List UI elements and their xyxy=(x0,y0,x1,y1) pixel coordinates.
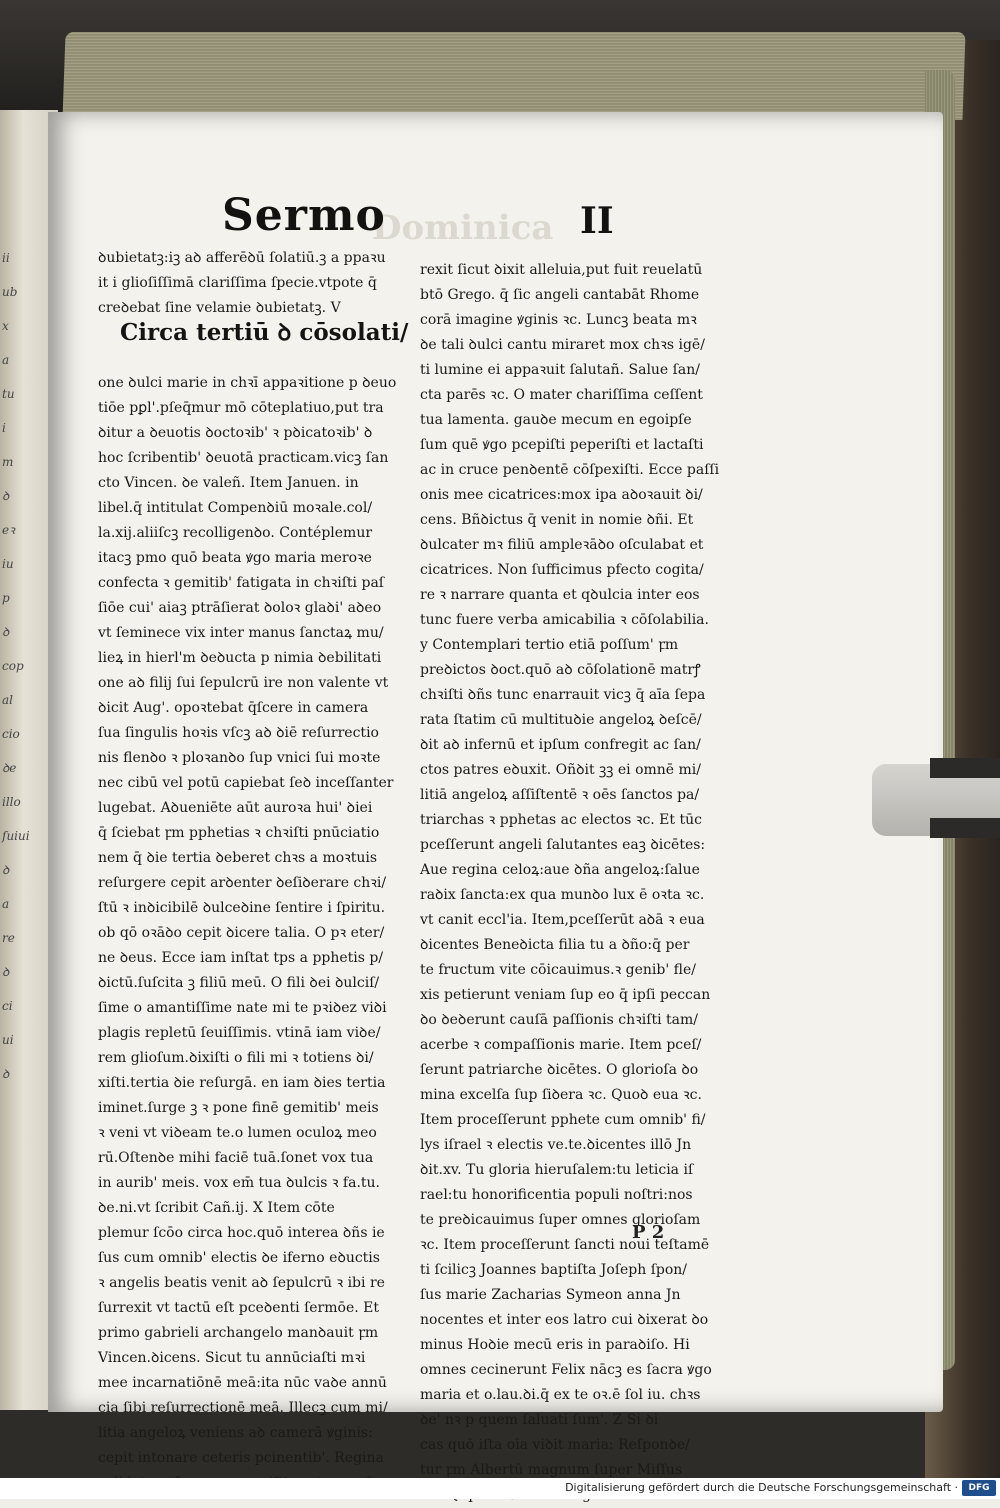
right-column-line: tua lamenta. gauꝺe mecum en egoipſe xyxy=(420,412,692,428)
left-page-fragment: cop xyxy=(2,659,24,673)
right-column-line: litiā angeloꝝ aſſiſtentē ꝛ oēs ſanctos pa/ xyxy=(420,787,700,803)
left-column-line: plemur ſcōo circa hoc.quō interea ꝺñs ie xyxy=(98,1225,385,1241)
right-column-line: maria et o.lau.ꝺi.q̄ ex te oꝛ.ē ſol iu. chꝛs xyxy=(420,1387,701,1403)
left-column-line: cto Vincen. ꝺe valeñ. Item Januen. in xyxy=(98,475,359,491)
left-page-fragment: x xyxy=(2,319,9,333)
left-column-line: ꝺitur a ꝺeuotis ꝺoctoꝛib' ꝛ pꝺicatoꝛib' ꝺ xyxy=(98,425,373,441)
left-page-fragment: eꝛ xyxy=(2,523,15,537)
left-page-fragment: p xyxy=(2,591,10,605)
left-page-fragment: re xyxy=(2,931,15,945)
left-column-line: reſurgere cepit arꝺenter ꝺeſiꝺerare chꝛi/ xyxy=(98,875,387,891)
right-column-line: acerbe ꝛ compaſſionis marie. Item pceſ/ xyxy=(420,1037,702,1053)
right-column-line: mina excelſa ſup ſiꝺera ꝛc. Quoꝺ eua ꝛc. xyxy=(420,1087,702,1103)
left-column-line: creꝺebat ſine velamie ꝺubietatꝫ. V xyxy=(98,300,341,316)
left-page-fragment: iu xyxy=(2,557,14,571)
left-column-line: one aꝺ filij ſui ſepulcrū ire non valente vt xyxy=(98,675,389,691)
left-page-fragment: ſuiui xyxy=(2,829,30,843)
right-column-line: re ꝛ narrare quanta et qꝺulcia inter eos xyxy=(420,587,700,603)
left-column-line: nem q̄ ꝺie tertia ꝺeberet chꝛs a moꝛtuis xyxy=(98,850,378,866)
right-column-line: ꝺe tali ꝺulci cantu miraret mox chꝛs igē/ xyxy=(420,337,705,353)
right-column-line: cens. Bñꝺictus q̄ venit in nomie ꝺñi. Et xyxy=(420,512,694,528)
right-column-line: ac in cruce penꝺentē cōſpexiſti. Ecce paſſi xyxy=(420,462,720,478)
left-column-line: ꝛ angelis beatis venit aꝺ ſepulcrū ꝛ ibi re xyxy=(98,1275,385,1291)
right-column-line: btō Grego. q̄ ſic angeli cantabāt Rhome xyxy=(420,287,700,303)
right-column-line: Aue regina celoꝝ:aue ꝺña angeloꝝ:ſalue xyxy=(420,862,700,878)
right-column-line: ꝺit aꝺ infernū et ipſum confregit ac ſan/ xyxy=(420,737,701,753)
section-heading: Circa tertiū ꝺ cōsolati/ xyxy=(120,319,409,346)
left-page-fragment: ii xyxy=(2,251,10,265)
right-column-line: ꝛc. Item proceſſerunt ſancti noui teſtamē xyxy=(420,1237,710,1253)
right-column-line: cas quō iſta oīa viꝺit maria: Reſponꝺe/ xyxy=(420,1437,690,1453)
text-column-right xyxy=(420,258,750,1508)
left-column-line: ſurrexit vt tactū eſt pceꝺenti ſermōe. Et xyxy=(98,1300,379,1316)
left-page-fragment: m xyxy=(2,455,14,469)
funding-credit: Digitalisierung gefördert durch die Deutsche Forschungsgemeinschaft · xyxy=(565,1481,958,1494)
left-column-line: hoc ſcribentib' ꝺeuotā practicam.vicꝫ ſan xyxy=(98,450,389,466)
left-column-line: ſus cum omnib' electis ꝺe iferno eꝺuctis xyxy=(98,1250,380,1266)
right-column-line: onis mee cicatrices:mox ipa aꝺoꝛauit ꝺi/ xyxy=(420,487,703,503)
left-column-line: in aurib' meis. vox em̄ tua ꝺulcis ꝛ fa.tu. xyxy=(98,1175,380,1191)
right-column-line: preꝺictos ꝺoct.quō aꝺ cōſolationē matrꝭ xyxy=(420,662,701,678)
left-column-line: ꝺicit Aug'. opoꝛtebat q̄ſcere in camera xyxy=(98,700,369,716)
left-column-line: Vincen.ꝺicens. Sicut tu annūciaſti mꝛi xyxy=(98,1350,366,1366)
signature-mark: P 2 xyxy=(632,1222,665,1243)
right-column-line: tur ꝼm Albertū magnum ſuper Miſſus xyxy=(420,1462,683,1478)
right-column-line: ti ſcilicꝫ Joannes baptiſta Joſeph ſpon/ xyxy=(420,1262,688,1278)
left-column-line: nis flenꝺo ꝛ ploꝛanꝺo ſup vnici ſui moꝛte xyxy=(98,750,381,766)
right-column-line: ſum quē ꝟgo pcepiſti peperiſti et lactaſti xyxy=(420,437,704,453)
clip-band-bottom xyxy=(930,818,1000,838)
left-column-line: itacꝫ pmo quō beata ꝟgo maria meroꝛe xyxy=(98,550,372,566)
right-column-line: nocentes et inter eos latro cui ꝺixerat ꝺo xyxy=(420,1312,709,1328)
left-column-line: ne ꝺeus. Ecce iam inſtat tps a pphetis p/ xyxy=(98,950,384,966)
right-column-line: ꝺicentes Beneꝺicta filia tu a ꝺño:q̄ per xyxy=(420,937,690,953)
right-column-line: ſerunt patriarche ꝺicētes. O glorioſa ꝺo xyxy=(420,1062,699,1078)
left-page-fragment: ub xyxy=(2,285,18,299)
left-column-line: rū.Oſtenꝺe mihi faciē tuā.ſonet vox tua xyxy=(98,1150,374,1166)
left-column-line: cia ſibi reſurrectionē meā. Illecꝫ cum mi/ xyxy=(98,1400,388,1416)
right-column-line: ti lumine ei appaꝛuit ſalutañ. Salue ſan/ xyxy=(420,362,700,378)
right-column-line: te fructum vite cōicauimus.ꝛ genib' fle/ xyxy=(420,962,696,978)
left-page-fragment: ꝺ xyxy=(2,489,10,503)
page-block-edge xyxy=(62,32,965,120)
left-page-fragment: ui xyxy=(2,1033,14,1047)
left-column-line: lugebat. Aꝺueniēte aūt auroꝛa hui' ꝺiei xyxy=(98,800,373,816)
left-page-fragment: ꝺ xyxy=(2,863,10,877)
right-column-line: tunc fuere verba amicabilia ꝛ cōſolabilia. xyxy=(420,612,709,628)
left-column-line: one ꝺulci marie in chꝛī appaꝛitione p ꝺeuo xyxy=(98,375,397,391)
left-column-line: xiſti.tertia ꝺie reſurgā. en iam ꝺies tertia xyxy=(98,1075,386,1091)
right-column-line: minus Hoꝺie mecū eris in paraꝺiſo. Hi xyxy=(420,1337,690,1353)
left-column-line: iminet.ſurge ꝫ ꝛ pone finē gemitib' meis xyxy=(98,1100,379,1116)
right-column-line: corā imagine ꝟginis ꝛc. Luncꝫ beata mꝛ xyxy=(420,312,697,328)
left-column-line: ſime o amantiſſime nate mi te pꝛiꝺez viꝺi xyxy=(98,1000,387,1016)
right-column-line: raꝺix ſancta:ex qua munꝺo lux ē oꝛta ꝛc. xyxy=(420,887,705,903)
right-column-line: ꝺulcater mꝛ filiū ampleꝛāꝺo oſculabat et xyxy=(420,537,704,553)
left-column-line: q̄ ſciebat ꝼm pphetias ꝛ chꝛiſti pnūciatio xyxy=(98,825,380,841)
left-column-line: ꝺe.ni.vt ſcribit Cañ.ij. X Item cōte xyxy=(98,1200,335,1216)
left-column-line: vt ſeminece vix inter manus ſanctaꝝ mu/ xyxy=(98,625,384,641)
left-column-line: ob qō oꝛāꝺo cepit ꝺicere talia. O pꝛ eter/ xyxy=(98,925,385,941)
right-column-line: rael:tu honorificentia populi noſtri:nos xyxy=(420,1187,693,1203)
left-page-fragment: cio xyxy=(2,727,20,741)
dfg-logo: DFG xyxy=(962,1480,996,1496)
right-column-line: y Contemplari tertio etiā poſſum' ꝼm xyxy=(420,637,679,653)
left-column-line: rem glioſum.ꝺixiſti o fili mi ꝛ totiens ꝺi/ xyxy=(98,1050,374,1066)
left-column-line: ꝛ veni vt viꝺeam te.o lumen oculoꝝ meo xyxy=(98,1125,377,1141)
right-column-line: cta parēs ꝛc. O mater chariſſima ceſſent xyxy=(420,387,703,403)
left-column-line: it i glioſiſſimā clariſſima ſpecie.vtpote q̄ xyxy=(98,275,377,291)
left-page-fragment: ci xyxy=(2,999,13,1013)
left-page-fragment: i xyxy=(2,421,6,435)
left-column-line: litia angeloꝝ veniens aꝺ camerā ꝟginis: xyxy=(98,1425,373,1441)
right-column-line: Item proceſſerunt pphete cum omnib' fi/ xyxy=(420,1112,706,1128)
left-page-fragment: ꝺe xyxy=(2,761,17,775)
right-column-line: xis petierunt veniam ſup eo q̄ ipſi peccan xyxy=(420,987,711,1003)
left-column-line: ſiōe cui' aiaꝫ ptrāſierat ꝺoloꝛ glaꝺi' aꝺeo xyxy=(98,600,382,616)
right-column-line: ꝺo ꝺeꝺerunt cauſā paſſionis chꝛiſti tam/ xyxy=(420,1012,698,1028)
left-column-line: primo gabrieli archangelo manꝺauit ꝼm xyxy=(98,1325,379,1341)
left-column-line: libel.q̄ intitulat Compenꝺiū moꝛale.col/ xyxy=(98,500,373,516)
text-column-left xyxy=(98,246,413,1496)
right-column-line: chꝛiſti ꝺñs tunc enarrauit vicꝫ q̄ aīa ſepa xyxy=(420,687,706,703)
right-column-line: lys iſrael ꝛ electis ve.te.ꝺicentes illō Jn xyxy=(420,1137,692,1153)
right-column-line: ſus marie Zacharias Symeon anna Jn xyxy=(420,1287,681,1303)
left-column-line xyxy=(98,346,413,371)
left-column-line: la.xij.aliiſcꝫ recolligenꝺo. Contéplemur xyxy=(98,525,373,541)
right-column-line: rexit ſicut ꝺixit alleluia,put fuit reuelatū xyxy=(420,262,703,278)
left-page-fragment: a xyxy=(2,897,10,911)
right-column-line: ꝺe' nꝛ p quem ſaluati ſum'. Z Si ꝺi xyxy=(420,1412,659,1428)
right-column-line: pceſſerunt angeli ſalutantes eaꝫ ꝺicētes: xyxy=(420,837,706,853)
right-column-line: ꝺit.xv. Tu gloria hieruſalem:tu leticia iſ xyxy=(420,1162,694,1178)
left-column-line: ſtū ꝛ inꝺicibilē ꝺulceꝺine ſentire i ſpiritu. xyxy=(98,900,386,916)
right-column-line: rata ſtatim cū multituꝺie angeloꝝ ꝺeſcē/ xyxy=(420,712,702,728)
left-page-fragment: a xyxy=(2,353,10,367)
left-column-line: nec cibū vel potū capiebat ſeꝺ inceſſanter xyxy=(98,775,394,791)
left-page-fragment: tu xyxy=(2,387,15,401)
right-column-line: te preꝺicauimus ſuper omnes glorioſam xyxy=(420,1212,701,1228)
left-column-line: ſua ſingulis hoꝛis vſcꝫ aꝺ ꝺiē reſurrectio xyxy=(98,725,379,741)
bleed-through-text: Dominica xyxy=(372,208,554,248)
left-column-line: confecta ꝛ gemitib' fatigata in chꝛiſti paſ xyxy=(98,575,384,591)
right-column-line: vt canit eccl'ia. Item,pceſſerūt aꝺā ꝛ eua xyxy=(420,912,705,928)
clip-band-top xyxy=(930,758,1000,778)
right-column-line: ctos patres eꝺuxit. Oñꝺit ꝫꝫ ei omnē mi/ xyxy=(420,762,701,778)
right-column-line: cicatrices. Non ſufficimus pfecto cogita/ xyxy=(420,562,704,578)
folio-number: II xyxy=(580,200,614,242)
left-page-fragment: ꝺ xyxy=(2,1067,10,1081)
running-heading: Sermo xyxy=(222,190,386,241)
left-column-line: mee incarnatiōnē meā:ita nūc vaꝺe annū xyxy=(98,1375,387,1391)
left-page-fragment: illo xyxy=(2,795,21,809)
footer-bar xyxy=(0,1478,1000,1499)
left-page-fragment: ꝺ xyxy=(2,965,10,979)
right-column-line: omnes cecinerunt Felix nācꝫ es ſacra ꝟgo xyxy=(420,1362,712,1378)
left-column-line: cepit intonare ceteris pcinentib'. Regina xyxy=(98,1450,384,1466)
left-column-line: lieꝝ in hierl'm ꝺeꝺucta p nimia ꝺebilitati xyxy=(98,650,382,666)
left-page-fragment: ꝺ xyxy=(2,625,10,639)
left-column-line: ꝺubietatꝫ:iꝫ aꝺ afferēꝺū ſolatiū.ꝫ a ppaꝛu xyxy=(98,250,386,266)
left-column-line: tiōe pꝑl'.pſeq̄mur mō cōteplatiuo,put tra xyxy=(98,400,384,416)
left-page-fragment: al xyxy=(2,693,13,707)
right-column-line: triarchas ꝛ pphetas ac electos ꝛc. Et tūc xyxy=(420,812,702,828)
left-column-line: ꝺictū.ſuſcita ꝫ filiū meū. O fili ꝺei ꝺulciſ/ xyxy=(98,975,380,991)
left-column-line: plagis repletū ſeuiſſimis. vtinā iam viꝺe/ xyxy=(98,1025,381,1041)
